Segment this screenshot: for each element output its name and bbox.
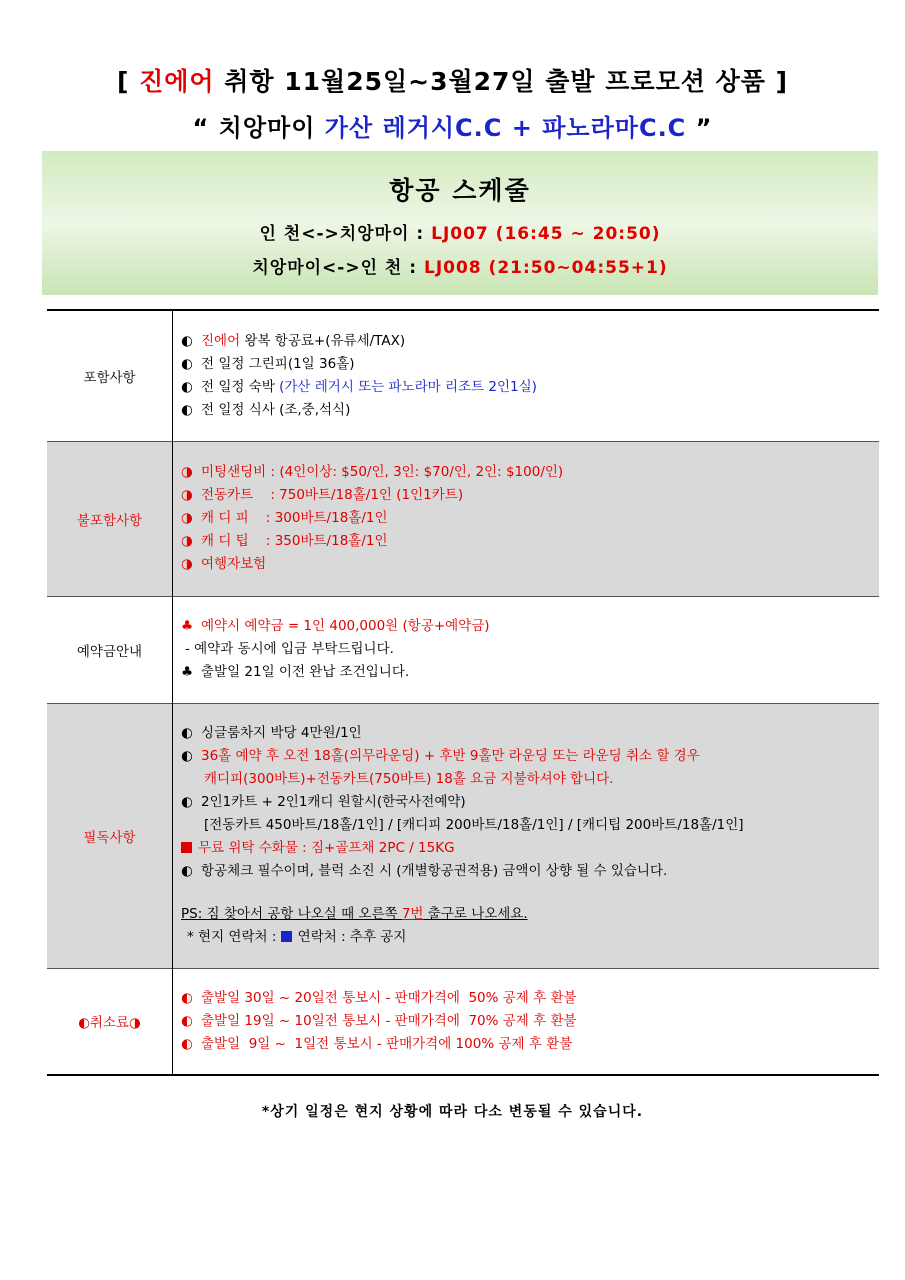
club-icon: ♣ (181, 618, 194, 634)
product-info-table (47, 309, 879, 1076)
club-icon: ♣ (181, 664, 194, 680)
list-item (181, 722, 879, 745)
excluded-label: 불포함사항 (47, 441, 173, 596)
item-text: 전 일정 그린피(1일 36홀) (201, 355, 355, 372)
included-row (47, 310, 879, 441)
list-item (181, 484, 879, 507)
list-item (181, 399, 879, 422)
ps-text-end: 출구로 나오세요. (423, 906, 528, 922)
list-item (181, 661, 879, 684)
bullet-icon: ◐ (181, 748, 193, 764)
list-item (181, 1033, 879, 1056)
cancel-row (47, 968, 879, 1075)
item-text: 왕복 항공료+(유류세/TAX) (240, 332, 406, 349)
item-text: 캐디피(300바트)+전동카트(750바트) 18홀 요금 지불하셔야 합니다. (204, 771, 614, 787)
item-highlight: 진에어 (201, 332, 241, 349)
bullet-icon: ◐ (181, 794, 193, 810)
deposit-label: 예약금안내 (47, 596, 173, 703)
flight-schedule-banner (42, 151, 878, 295)
item-text: 미팅샌딩비 : (4인이상: $50/인, 3인: $70/인, 2인: $100/인) (201, 464, 564, 480)
bullet-icon: ◐ (181, 401, 193, 418)
item-text: 출발일 9일 ~ 1일전 통보시 - 판매가격에 100% 공제 후 환불 (201, 1035, 573, 1052)
list-item (181, 768, 879, 791)
included-content (173, 310, 880, 441)
list-item (181, 461, 879, 484)
list-item (181, 615, 879, 638)
item-text: 출발일 21일 이전 완납 조건입니다. (201, 664, 410, 680)
ps-exit-number: 7번 (401, 906, 424, 922)
item-text: 전 일정 숙박 (201, 378, 280, 395)
contact-label: * 현지 연락처 : (187, 929, 281, 945)
bullet-icon: ◑ (181, 487, 193, 503)
title-bracket: [ (116, 67, 140, 96)
bullet-icon: ◐ (181, 355, 193, 372)
list-item (181, 791, 879, 814)
included-label: 포함사항 (47, 310, 173, 441)
inbound-flight (42, 253, 878, 278)
local-contact (181, 926, 879, 949)
cancel-content (173, 968, 880, 1075)
list-item (181, 330, 879, 353)
bullet-icon: ◐ (181, 989, 193, 1006)
flight-schedule-heading: 항공 스케줄 (389, 176, 531, 205)
list-item (181, 530, 879, 553)
item-text: 캐 디 팁 : 350바트/18홀/1인 (201, 533, 388, 549)
deposit-row (47, 596, 879, 703)
title-rest: 취항 11월25일~3월27일 출발 프로모션 상품 ] (214, 67, 789, 96)
subtitle-open: “ 치앙마이 (192, 114, 325, 142)
contact-text: 연락처 : 추후 공지 (297, 929, 407, 945)
deposit-content (173, 596, 880, 703)
item-text: 캐 디 피 : 300바트/18홀/1인 (201, 510, 388, 526)
excluded-row (47, 441, 879, 596)
bullet-icon: ◐ (181, 863, 193, 879)
item-text: 출발일 19일 ~ 10일전 통보시 - 판매가격에 70% 공제 후 환불 (201, 1012, 577, 1029)
outbound-route: 인 천<->치앙마이 : (259, 224, 432, 244)
list-item (181, 745, 879, 768)
item-text: - 예약과 동시에 입금 부탁드립니다. (185, 641, 394, 657)
item-text: 예약시 예약금 = 1인 400,000원 (항공+예약금) (201, 618, 490, 634)
list-item (181, 553, 879, 576)
list-item (181, 987, 879, 1010)
ps-note (181, 903, 879, 926)
item-text: 출발일 30일 ~ 20일전 통보시 - 판매가격에 50% 공제 후 환불 (201, 989, 577, 1006)
outbound-flight-time: LJ007 (16:45 ~ 20:50) (431, 224, 661, 244)
red-square-icon (181, 842, 192, 853)
bullet-icon: ◑ (181, 464, 193, 480)
page-title (0, 62, 905, 98)
list-item (181, 353, 879, 376)
notice-row (47, 703, 879, 968)
list-item (181, 507, 879, 530)
bullet-icon: ◐ (181, 1012, 193, 1029)
item-text: 싱글룸차지 박당 4만원/1인 (201, 725, 362, 741)
list-item (181, 638, 879, 661)
inbound-flight-time: LJ008 (21:50~04:55+1) (423, 258, 668, 278)
list-item (181, 837, 879, 860)
list-item (181, 376, 879, 399)
item-text: 36홀 예약 후 오전 18홀(의무라운딩) + 후반 9홀만 라운딩 또는 라운딩 취소 할 경우 (201, 748, 700, 764)
item-text: [전동카트 450바트/18홀/1인] / [캐디피 200바트/18홀/1인] / [캐디팁 200바트/18홀/1인] (204, 817, 744, 833)
cancel-label: ◐취소료◑ (47, 968, 173, 1075)
item-text: 무료 위탁 수화물 : 짐+골프채 2PC / 15KG (198, 840, 455, 856)
inbound-route: 치앙마이<->인 천 : (252, 258, 424, 278)
bullet-icon: ◐ (181, 725, 193, 741)
title-airline: 진에어 (139, 67, 215, 96)
ps-text: PS: 짐 찾아서 공항 나오실 때 오른쪽 (181, 906, 402, 922)
bullet-icon: ◐ (181, 1035, 193, 1052)
list-item (181, 1010, 879, 1033)
spacer (181, 883, 879, 903)
item-text: 여행자보험 (201, 556, 267, 572)
outbound-flight (42, 219, 878, 244)
bullet-icon: ◐ (181, 332, 193, 349)
blue-square-icon (281, 931, 292, 942)
item-text: 전 일정 식사 (조,중,석식) (201, 401, 351, 418)
list-item (181, 814, 879, 837)
item-text: 2인1카트 + 2인1캐디 원할시(한국사전예약) (201, 794, 466, 810)
subtitle-courses: 가산 레거시C.C + 파노라마C.C (324, 114, 687, 142)
excluded-content (173, 441, 880, 596)
item-text: 전동카트 : 750바트/18홀/1인 (1인1카트) (201, 487, 464, 503)
item-text: 항공체크 필수이며, 블럭 소진 시 (개별항공권적용) 금액이 상향 될 수 있습니다. (201, 863, 668, 879)
footer-note: *상기 일정은 현지 상황에 따라 다소 변동될 수 있습니다. (261, 1104, 644, 1120)
page-subtitle (0, 108, 905, 143)
item-highlight: (가산 레거시 또는 파노라마 리조트 2인1실) (279, 378, 537, 395)
subtitle-close: ” (686, 114, 713, 142)
notice-content (173, 703, 880, 968)
bullet-icon: ◑ (181, 533, 193, 549)
bullet-icon: ◑ (181, 510, 193, 526)
list-item (181, 860, 879, 883)
bullet-icon: ◐ (181, 378, 193, 395)
notice-label: 필독사항 (47, 703, 173, 968)
bullet-icon: ◑ (181, 556, 193, 572)
